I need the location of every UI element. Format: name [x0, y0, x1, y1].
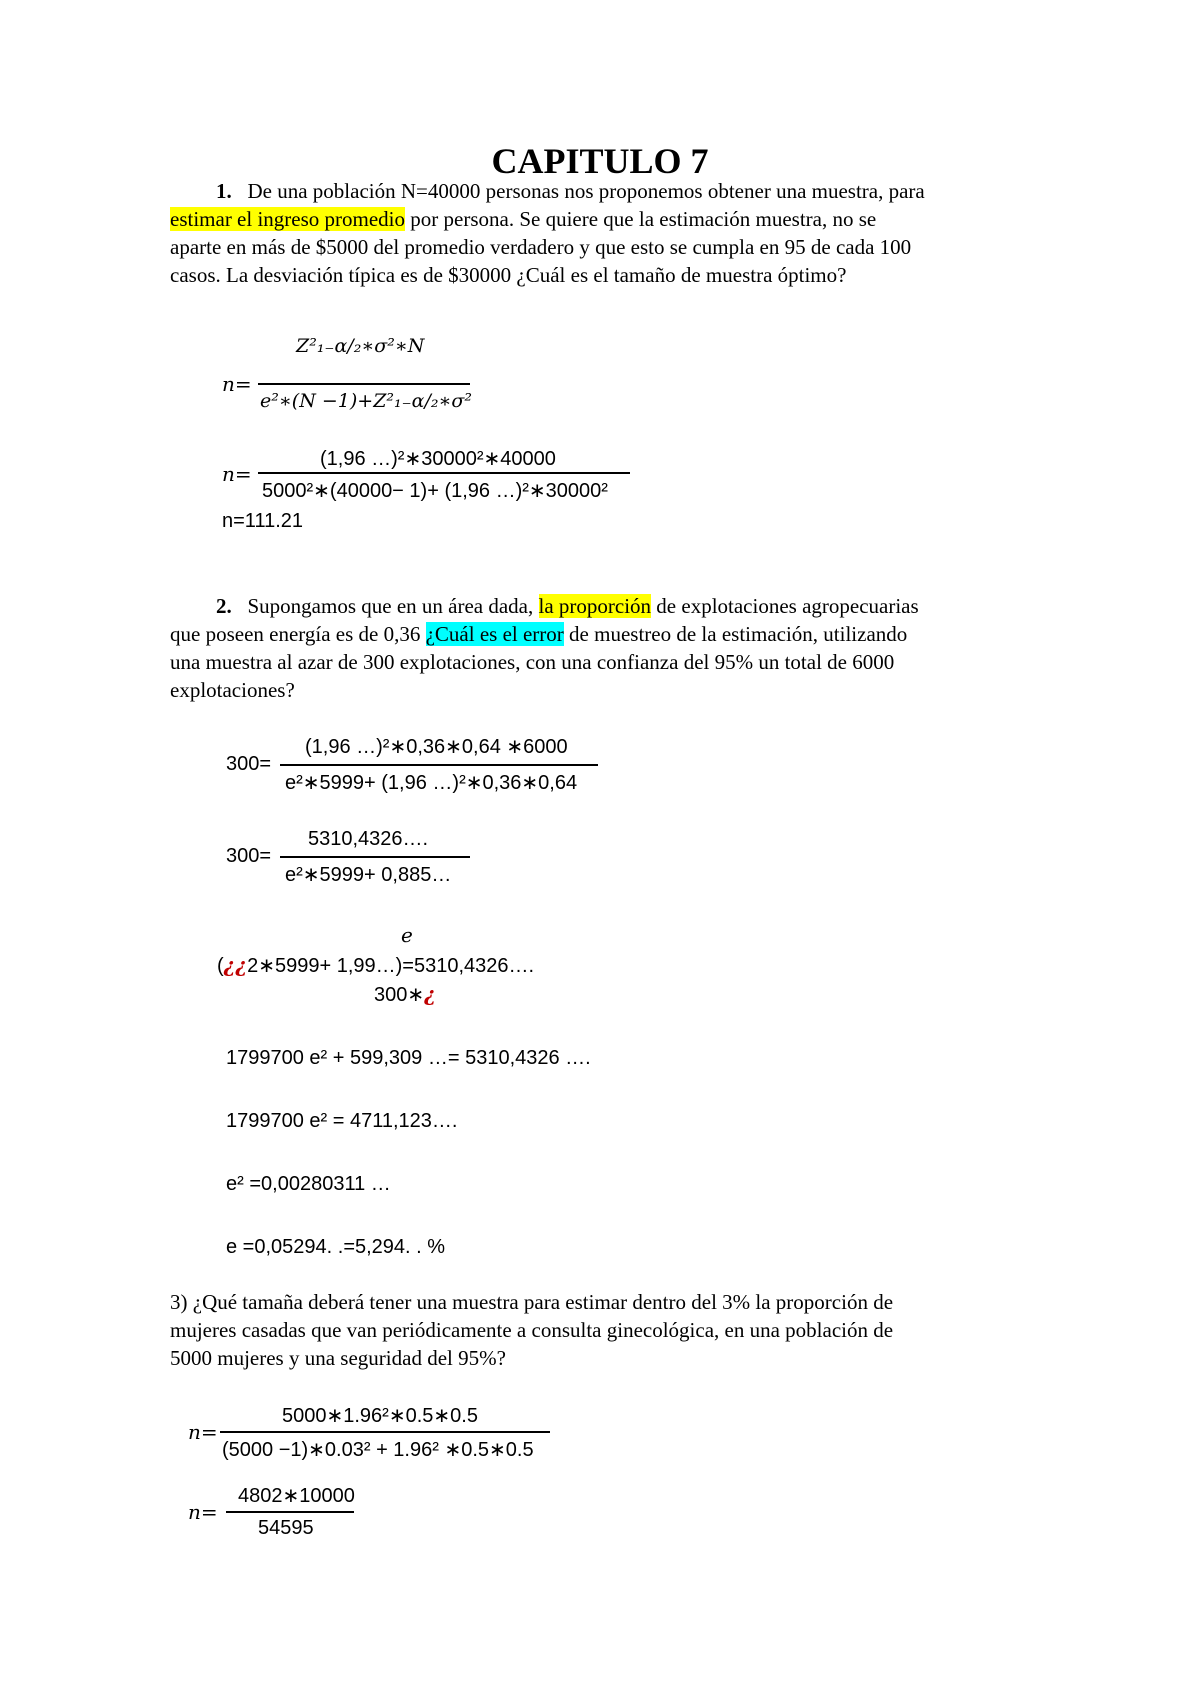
formula-1-numerator: Z²₁₋α/₂∗σ²∗N — [296, 335, 425, 357]
problem-2-line-4: explotaciones? — [170, 678, 295, 702]
problem-2-number: 2. — [216, 594, 232, 618]
formula-2-denominator: 5000²∗(40000− 1)+ (1,96 …)²∗30000² — [262, 480, 608, 502]
highlight-la-proporcion: la proporción — [538, 594, 652, 618]
problem-1-line-4: casos. La desviación típica es de $30000 ¿Cuál es el tamaño de muestra óptimo? — [170, 263, 847, 287]
problem-1-number: 1. — [216, 179, 232, 203]
step-3-line — [217, 953, 534, 978]
problem-3-formula-2-denominator: 54595 — [258, 1517, 314, 1539]
problem-3-formula-1-fraction-bar — [220, 1431, 550, 1433]
problem-1-statement — [170, 177, 1038, 289]
step-2-numerator: 5310,4326…. — [308, 828, 429, 850]
problem-2-line-2a: que poseen energía es de 0,36 — [170, 622, 426, 646]
step-4: 1799700 e² + 599,309 …= 5310,4326 …. — [226, 1047, 591, 1069]
problem-3-formula-2-fraction-bar — [226, 1511, 354, 1513]
step-2-denominator: e²∗5999+ 0,885… — [285, 864, 452, 886]
step-3-garbled-marks: ¿¿ — [223, 953, 248, 977]
problem-1-line-1: De una población N=40000 personas nos proponemos obtener una muestra, para — [247, 179, 925, 203]
problem-2-statement — [170, 592, 1038, 704]
step-3-bottom-expr: 300∗ — [374, 984, 425, 1006]
problem-1-line-2: por persona. Se quiere que la estimación muestra, no se — [405, 207, 877, 231]
step-2-fraction-bar — [280, 856, 470, 858]
formula-1-fraction-bar — [258, 383, 470, 385]
problem-2-line-1b: de explotaciones agropecuarias — [651, 594, 919, 618]
problem-3-line-2: mujeres casadas que van periódicamente a consulta ginecológica, en una población de — [170, 1318, 894, 1342]
problem-3-formula-1-lhs: n= — [188, 1420, 218, 1444]
formula-2-lhs: n= — [222, 462, 252, 486]
step-3-open-paren: ( — [217, 955, 224, 977]
problem-3-line-1: 3) ¿Qué tamaña deberá tener una muestra para estimar dentro del 3% la proporción de — [170, 1290, 894, 1314]
step-1-numerator: (1,96 …)²∗0,36∗0,64 ∗6000 — [305, 736, 568, 758]
step-7: e =0,05294. .=5,294. . % — [226, 1236, 446, 1258]
problem-2-line-3: una muestra al azar de 300 explotaciones, con una confianza del 95% un total de 6000 — [170, 650, 895, 674]
step-1-fraction-bar — [280, 764, 598, 766]
formula-2-numerator: (1,96 …)²∗30000²∗40000 — [320, 448, 556, 470]
step-5: 1799700 e² = 4711,123…. — [226, 1110, 458, 1132]
problem-3-formula-1-denominator: (5000 −1)∗0.03² + 1.96² ∗0.5∗0.5 — [222, 1439, 534, 1461]
step-2-lhs: 300= — [226, 845, 272, 867]
step-3-expression: 2∗5999+ 1,99…)=5310,4326…. — [247, 955, 535, 977]
problem-2-line-2b: de muestreo de la estimación, utilizando — [563, 622, 908, 646]
chapter-title: CAPITULO 7 — [491, 141, 709, 181]
formula-1-lhs: n= — [222, 372, 252, 396]
step-1-lhs: 300= — [226, 753, 272, 775]
problem-3-statement — [170, 1288, 1038, 1372]
step-3-bottom — [374, 982, 436, 1007]
problem-3-formula-2-lhs: n= — [188, 1500, 218, 1524]
step-3-top-e: e — [401, 923, 413, 947]
formula-1-denominator: e²∗(N −1)+Z²₁₋α/₂∗σ² — [260, 390, 473, 412]
problem-1-line-3: aparte en más de $5000 del promedio verdadero y que esto se cumpla en 95 de cada 100 — [170, 235, 912, 259]
problem-3-formula-1-numerator: 5000∗1.96²∗0.5∗0.5 — [282, 1405, 478, 1427]
problem-3-line-3: 5000 mujeres y una seguridad del 95%? — [170, 1346, 506, 1370]
problem-2-line-1a: Supongamos que en un área dada, — [247, 594, 539, 618]
highlight-cual-es-el-error: ¿Cuál es el error — [425, 622, 564, 646]
problem-3-formula-2-numerator: 4802∗10000 — [238, 1485, 355, 1507]
formula-2-fraction-bar — [258, 472, 630, 474]
problem-1-result: n=111.21 — [222, 510, 304, 532]
step-1-denominator: e²∗5999+ (1,96 …)²∗0,36∗0,64 — [285, 772, 578, 794]
step-6: e² =0,00280311 … — [226, 1173, 391, 1195]
highlight-ingreso-promedio: estimar el ingreso promedio — [170, 207, 406, 231]
step-3-bottom-garbled: ¿ — [424, 982, 436, 1006]
